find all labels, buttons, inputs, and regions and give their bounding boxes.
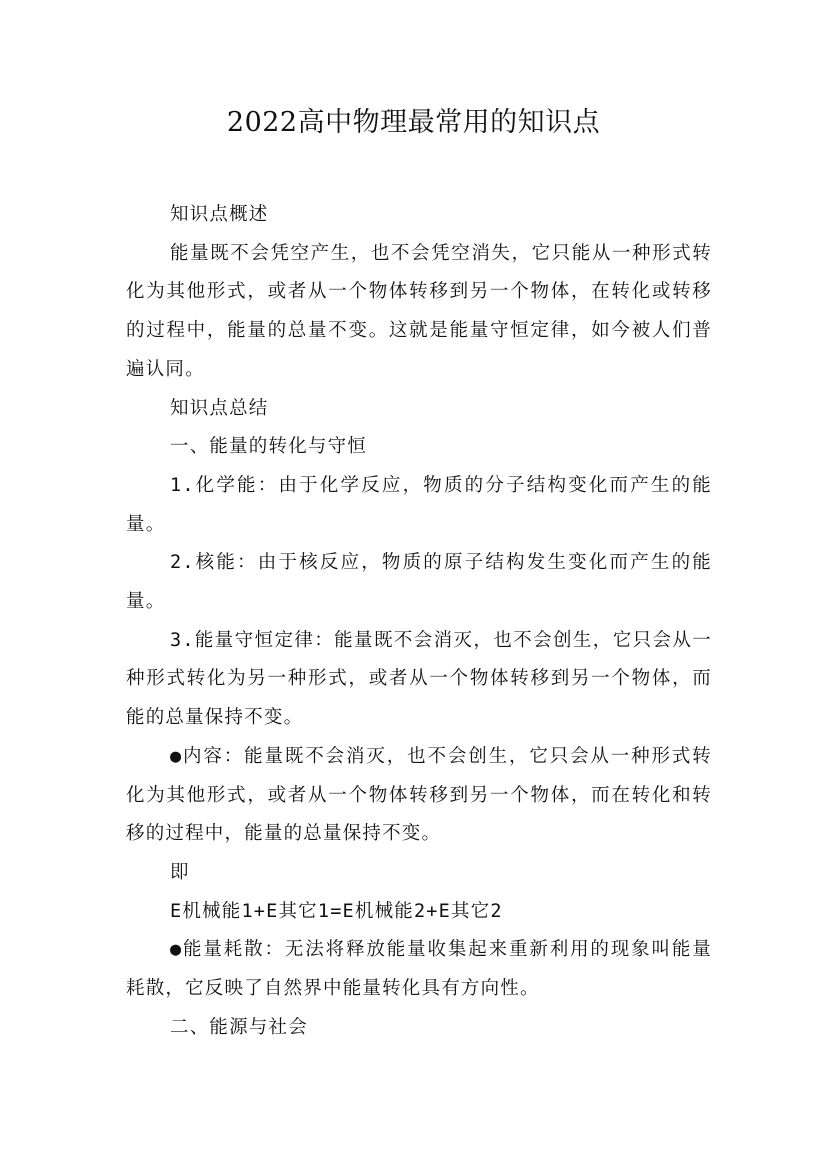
list-item-conservation-law: 3.能量守恒定律：能量既不会消灭，也不会创生，它只会从一种形式转化为另一种形式，或者从一个物体转移到另一个物体，而能的总量保持不变。 bbox=[126, 629, 712, 729]
section-heading-1: 一、能量的转化与守恒 bbox=[170, 436, 368, 458]
heading-overview: 知识点概述 bbox=[170, 204, 269, 225]
bullet-content: ●内容：能量既不会消灭，也不会创生，它只会从一种形式转化为其他形式，或者从一个物体转移到另一个物体，而在转化和转移的过程中，能量的总量保持不变。 bbox=[126, 745, 712, 845]
formula-line: E机械能1+E其它1=E机械能2+E其它2 bbox=[170, 900, 503, 922]
paragraph-energy-conservation-intro: 能量既不会凭空产生，也不会凭空消失，它只能从一种形式转化为其他形式，或者从一个物体转移到另一个物体，在转化或转移的过程中，能量的总量不变。这就是能量守恒定律，如今被人们普遍认同。 bbox=[126, 242, 712, 380]
section-heading-2: 二、能源与社会 bbox=[170, 1016, 308, 1038]
document-title: 2022高中物理最常用的知识点 bbox=[226, 107, 601, 138]
paragraph-ji: 即 bbox=[170, 861, 190, 883]
heading-summary: 知识点总结 bbox=[170, 397, 269, 419]
bullet-energy-dissipation: ●能量耗散：无法将释放能量收集起来重新利用的现象叫能量耗散，它反映了自然界中能量转化具有方向性。 bbox=[126, 939, 712, 1000]
document-body bbox=[126, 196, 712, 1047]
list-item-chemical-energy: 1.化学能：由于化学反应，物质的分子结构变化而产生的能量。 bbox=[126, 474, 712, 535]
list-item-nuclear-energy: 2.核能：由于核反应，物质的原子结构发生变化而产生的能量。 bbox=[126, 552, 712, 613]
